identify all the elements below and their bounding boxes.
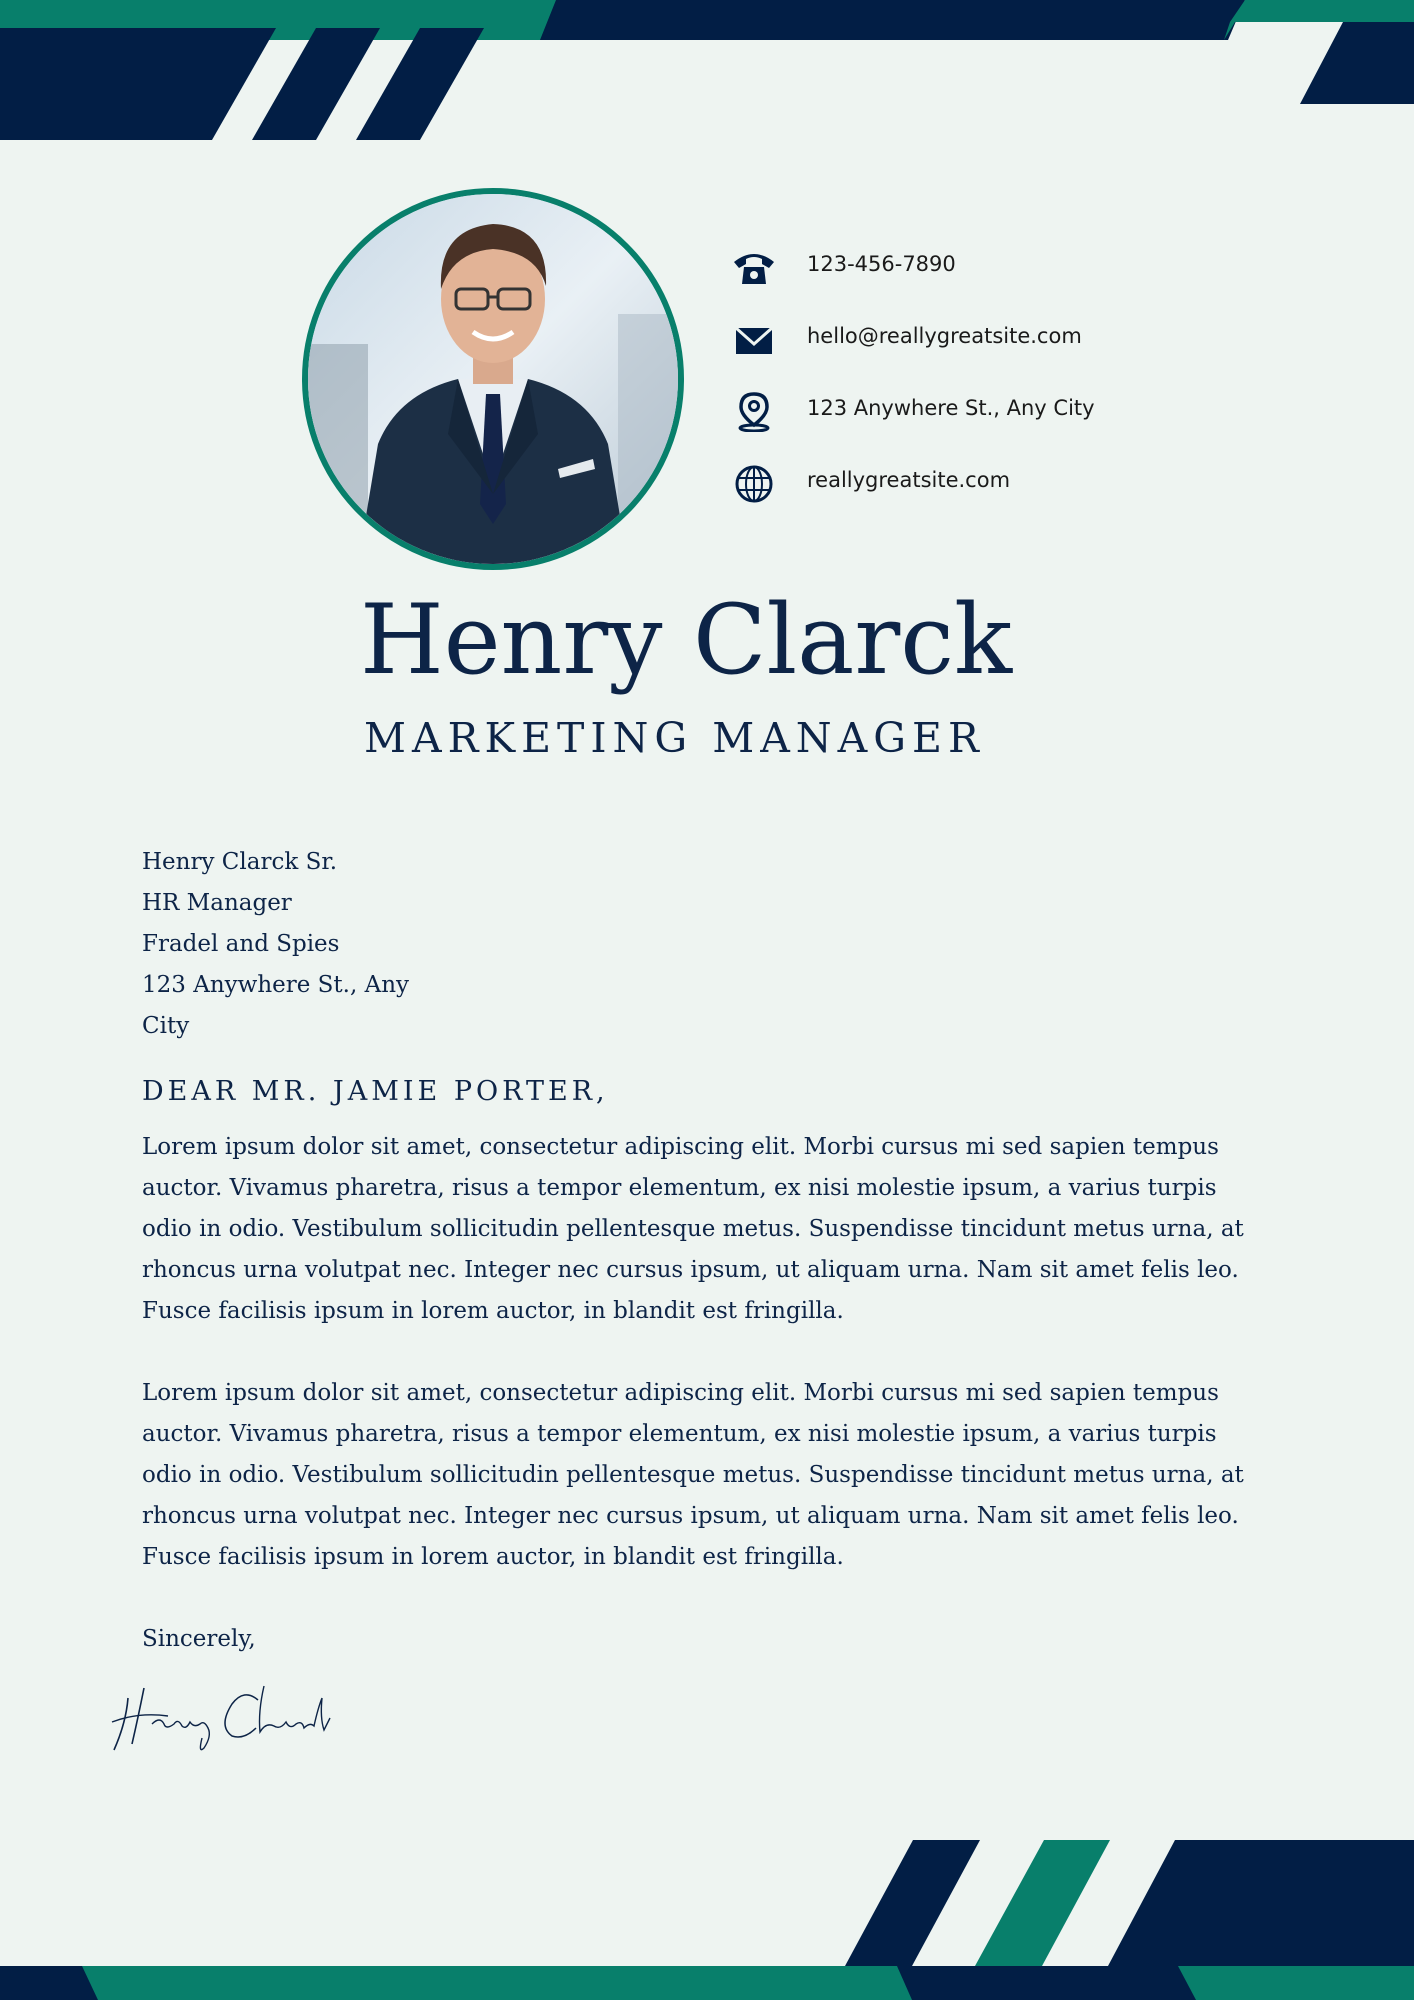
phone-icon xyxy=(731,248,777,288)
recipient-company: Fradel and Spies xyxy=(142,931,340,957)
closing: Sincerely, xyxy=(142,1626,256,1652)
recipient-name: Henry Clarck Sr. xyxy=(142,849,338,875)
profile-photo xyxy=(302,188,684,570)
applicant-name: Henry Clarck xyxy=(360,584,1013,696)
top-stripe-1 xyxy=(252,28,380,140)
salutation: DEAR MR. JAMIE PORTER, xyxy=(142,1076,609,1107)
bottom-teal-band-left xyxy=(82,1966,912,2000)
website-url[interactable]: reallygreatsite.com xyxy=(807,468,1011,492)
location-pin-icon xyxy=(731,392,777,432)
bottom-stripe-navy xyxy=(845,1840,980,1966)
mail-icon xyxy=(731,320,777,360)
street-address: 123 Anywhere St., Any City xyxy=(807,396,1095,420)
recipient-address-line-2: City xyxy=(142,1013,190,1039)
job-title: MARKETING MANAGER xyxy=(364,714,985,762)
phone-number[interactable]: 123-456-7890 xyxy=(807,252,956,276)
globe-icon xyxy=(731,464,777,504)
email-address[interactable]: hello@reallygreatsite.com xyxy=(807,324,1082,348)
recipient-block xyxy=(142,842,1272,1047)
recipient-address-line-1: 123 Anywhere St., Any xyxy=(142,972,410,998)
signature xyxy=(108,1678,338,1758)
letter-body xyxy=(142,842,1272,1660)
recipient-position: HR Manager xyxy=(142,890,292,916)
body-paragraph-1: Lorem ipsum dolor sit amet, consectetur adipiscing elit. Morbi cursus mi sed sapien tempus auctor. Vivamus pharetra, risus a tempor elementum, ex nisi molestie ipsum, a varius turpis odio in odio. Vestibulum sollicitudin pellentesque metus. Suspendisse tincidunt metus urna, at rhoncus urna volutpat nec. Integer nec cursus ipsum, ut aliquam urna. Nam sit amet felis leo. Fusce facilisis ipsum in lorem auctor, in blandit est fringilla. xyxy=(142,1134,1244,1324)
top-stripe-2 xyxy=(356,28,484,140)
top-navy-band xyxy=(540,0,1245,40)
bottom-right-navy-block xyxy=(1108,1840,1414,1966)
bottom-teal-band-right xyxy=(1178,1966,1414,2000)
body-paragraph-2: Lorem ipsum dolor sit amet, consectetur adipiscing elit. Morbi cursus mi sed sapien tempus auctor. Vivamus pharetra, risus a tempor elementum, ex nisi molestie ipsum, a varius turpis odio in odio. Vestibulum sollicitudin pellentesque metus. Suspendisse tincidunt metus urna, at rhoncus urna volutpat nec. Integer nec cursus ipsum, ut aliquam urna. Nam sit amet felis leo. Fusce facilisis ipsum in lorem auctor, in blandit est fringilla. xyxy=(142,1380,1244,1570)
top-right-navy-block xyxy=(1300,22,1414,104)
bottom-stripe-teal xyxy=(975,1840,1110,1966)
portrait-illustration xyxy=(308,194,678,564)
top-left-navy-block xyxy=(0,28,276,140)
